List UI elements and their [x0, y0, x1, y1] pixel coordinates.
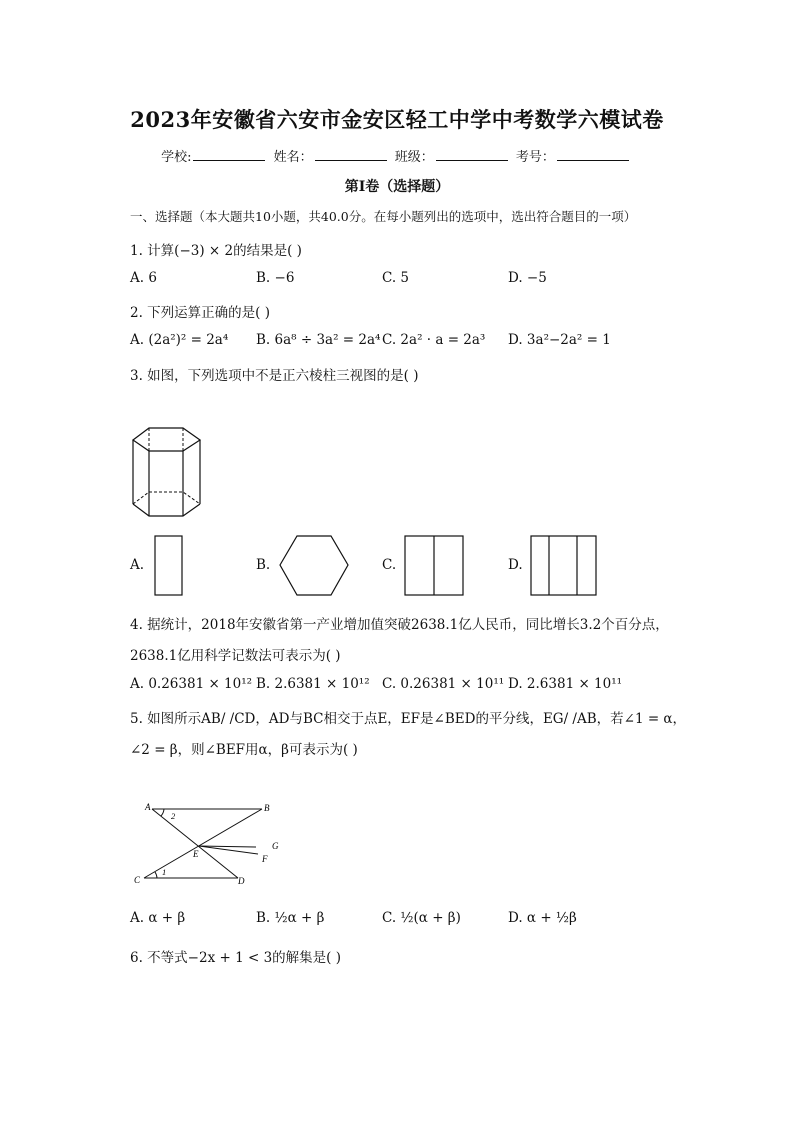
part-heading: 一、选择题（本大题共10小题，共40.0分。在每小题列出的选项中，选出符合题目的一项）: [130, 209, 637, 224]
student-info-row: [0, 146, 794, 165]
q5-option-b[interactable]: B. ½α + β: [256, 910, 325, 926]
q3-option-b-figure: [278, 534, 350, 598]
name-blank[interactable]: [315, 148, 387, 161]
class-blank[interactable]: [436, 148, 508, 161]
q3-option-d-figure: [530, 535, 598, 597]
q1-option-d[interactable]: D. −5: [508, 270, 547, 286]
hexagonal-prism-figure: [128, 424, 208, 520]
q3-option-c-figure: [404, 535, 466, 597]
q3-option-a-figure: [154, 535, 184, 597]
name-label: 姓名：: [273, 150, 313, 165]
parallel-lines-figure: [130, 800, 290, 890]
question-5-stem-continued: ∠2 = β，则∠BEF用α，β可表示为( ): [130, 742, 358, 758]
page-title: 2023年安徽省六安市金安区轻工中学中考数学六模试卷: [130, 107, 664, 132]
q3-option-b[interactable]: B.: [256, 557, 271, 573]
q3-option-d[interactable]: D.: [508, 557, 523, 573]
q3-option-c[interactable]: C.: [382, 557, 397, 573]
number-label: 考号：: [515, 150, 555, 165]
question-6-stem: 6. 不等式−2x + 1 < 3的解集是( ): [130, 950, 341, 966]
q2-option-c[interactable]: C. 2a² · a = 2a³: [382, 332, 486, 348]
q1-option-c[interactable]: C. 5: [382, 270, 410, 286]
q5-option-a[interactable]: A. α + β: [130, 910, 186, 926]
question-3-stem: 3. 如图，下列选项中不是正六棱柱三视图的是( ): [130, 368, 419, 384]
angle-2-label: 2: [171, 811, 176, 821]
school-blank[interactable]: [193, 148, 265, 161]
q5-option-c[interactable]: C. ½(α + β): [382, 910, 461, 926]
class-label: 班级：: [394, 150, 434, 165]
question-4-stem-continued: 2638.1亿用科学记数法可表示为( ): [130, 648, 341, 664]
question-5-stem: 5. 如图所示AB/ /CD，AD与BC相交于点E，EF是∠BED的平分线，EG/ /AB，若∠1 = α，: [130, 711, 687, 727]
label-f: F: [262, 854, 268, 864]
q4-option-c[interactable]: C. 0.26381 × 10¹¹: [382, 676, 505, 692]
q2-option-d[interactable]: D. 3a²−2a² = 1: [508, 332, 611, 348]
q5-option-d[interactable]: D. α + ½β: [508, 910, 577, 926]
label-b: B: [264, 803, 270, 813]
label-g: G: [272, 841, 279, 851]
question-1-stem: 1. 计算(−3) × 2的结果是( ): [130, 243, 302, 259]
number-blank[interactable]: [557, 148, 629, 161]
label-d: D: [238, 876, 245, 886]
q2-option-a[interactable]: A. (2a²)² = 2a⁴: [130, 332, 229, 348]
label-e: E: [193, 849, 199, 859]
q1-option-b[interactable]: B. −6: [256, 270, 295, 286]
question-2-stem: 2. 下列运算正确的是( ): [130, 305, 270, 321]
angle-1-label: 1: [162, 867, 167, 877]
label-c: C: [134, 875, 141, 885]
section-title: 第Ⅰ卷（选择题）: [344, 179, 450, 195]
q2-option-b[interactable]: B. 6a⁸ ÷ 3a² = 2a⁴: [256, 332, 381, 348]
q4-option-b[interactable]: B. 2.6381 × 10¹²: [256, 676, 370, 692]
school-label: 学校:: [161, 150, 192, 165]
q4-option-d[interactable]: D. 2.6381 × 10¹¹: [508, 676, 623, 692]
label-a: A: [145, 802, 151, 812]
q3-option-a[interactable]: A.: [130, 557, 145, 573]
q1-option-a[interactable]: A. 6: [130, 270, 157, 286]
q4-option-a[interactable]: A. 0.26381 × 10¹²: [130, 676, 253, 692]
question-4-stem: 4. 据统计，2018年安徽省第一产业增加值突破2638.1亿人民币，同比增长3.2个百分点，: [130, 617, 669, 633]
